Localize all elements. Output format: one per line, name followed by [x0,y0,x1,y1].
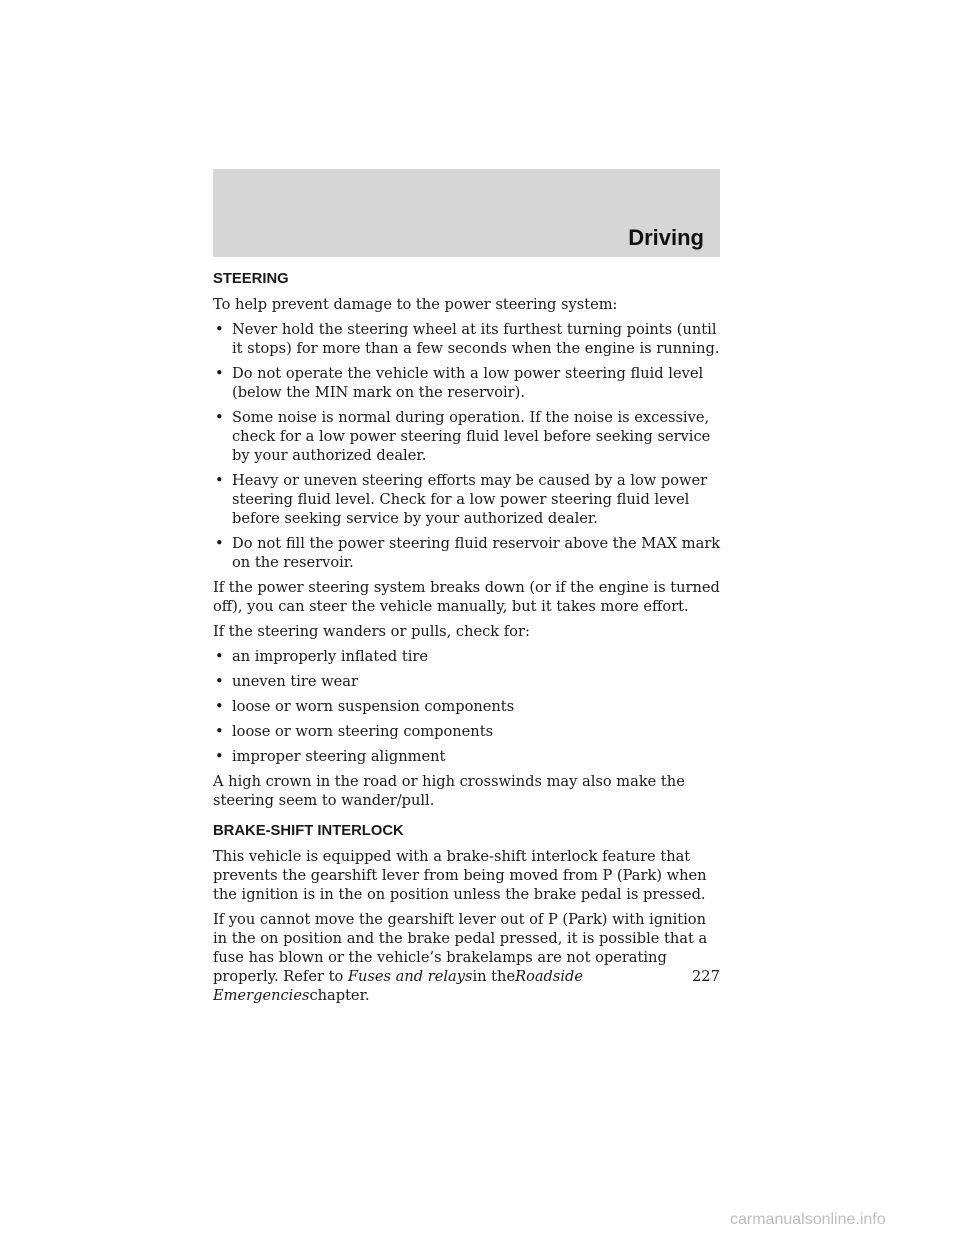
list-item: • loose or worn steering components [215,723,494,740]
interlock-paragraph-2: If you cannot move the gearshift lever out of P (Park) with ignition in the on position and the brake pedal pressed, it is possible that a fuse has blown or the vehicle’s brakelamps are not operating properly. Refer to Fuses and relaysin theRoadside Emergencieschapter. [213,911,708,1004]
watermark: carmanualsonline.info [730,1211,886,1228]
interlock-heading: BRAKE-SHIFT INTERLOCK [213,823,404,839]
list-item: • Heavy or uneven steering efforts may be caused by a low power steering fluid level. Check for a low power steering fluid level before seeking service by your authorized dealer. [215,472,708,527]
crown-paragraph: A high crown in the road or high crosswinds may also make the steering seem to wander/pull. [213,773,685,809]
breakdown-paragraph: If the power steering system breaks down (or if the engine is turned off), you can steer the vehicle manually, but it takes more effort. [213,579,720,615]
steering-heading: STEERING [213,271,289,287]
list-item: • an improperly inflated tire [215,648,428,665]
wander-causes-list [213,647,723,766]
bullet: • [215,321,224,338]
steering-precautions-list [213,320,723,572]
chapter-title: Driving [628,225,704,250]
steering-intro: To help prevent damage to the power steering system: [213,296,618,313]
page-number: 227 [692,968,720,985]
chapter-header-band [213,169,720,257]
list-item: • uneven tire wear [215,673,358,690]
list-item: • Do not operate the vehicle with a low power steering fluid level (below the MIN mark on the reservoir). [215,365,704,401]
roadside-reference: Roadside Emergencies [213,968,584,1004]
list-item: • improper steering alignment [215,748,446,765]
bullet: • [215,648,224,665]
bullet: • [215,723,224,740]
list-item: • loose or worn suspension components [215,698,515,715]
fuses-reference: Fuses and relays [347,968,473,985]
list-item: • Some noise is normal during operation. If the noise is excessive, check for a low power steering fluid level before seeking service by your authorized dealer. [215,409,711,464]
bullet: • [215,673,224,690]
bullet: • [215,748,224,765]
bullet: • [215,472,224,489]
interlock-paragraph-1: This vehicle is equipped with a brake-shift interlock feature that prevents the gearshift lever from being moved from P (Park) when the ignition is in the on position unless the brake pedal is pressed. [213,848,707,903]
list-item: • Never hold the steering wheel at its furthest turning points (until it stops) for more than a few seconds when the engine is running. [215,321,720,357]
wander-intro: If the steering wanders or pulls, check for: [213,623,530,640]
bullet: • [215,698,224,715]
page-content [213,270,723,1011]
bullet: • [215,365,224,382]
bullet: • [215,409,224,426]
list-item: • Do not fill the power steering fluid reservoir above the MAX mark on the reservoir. [215,535,721,571]
bullet: • [215,535,224,552]
